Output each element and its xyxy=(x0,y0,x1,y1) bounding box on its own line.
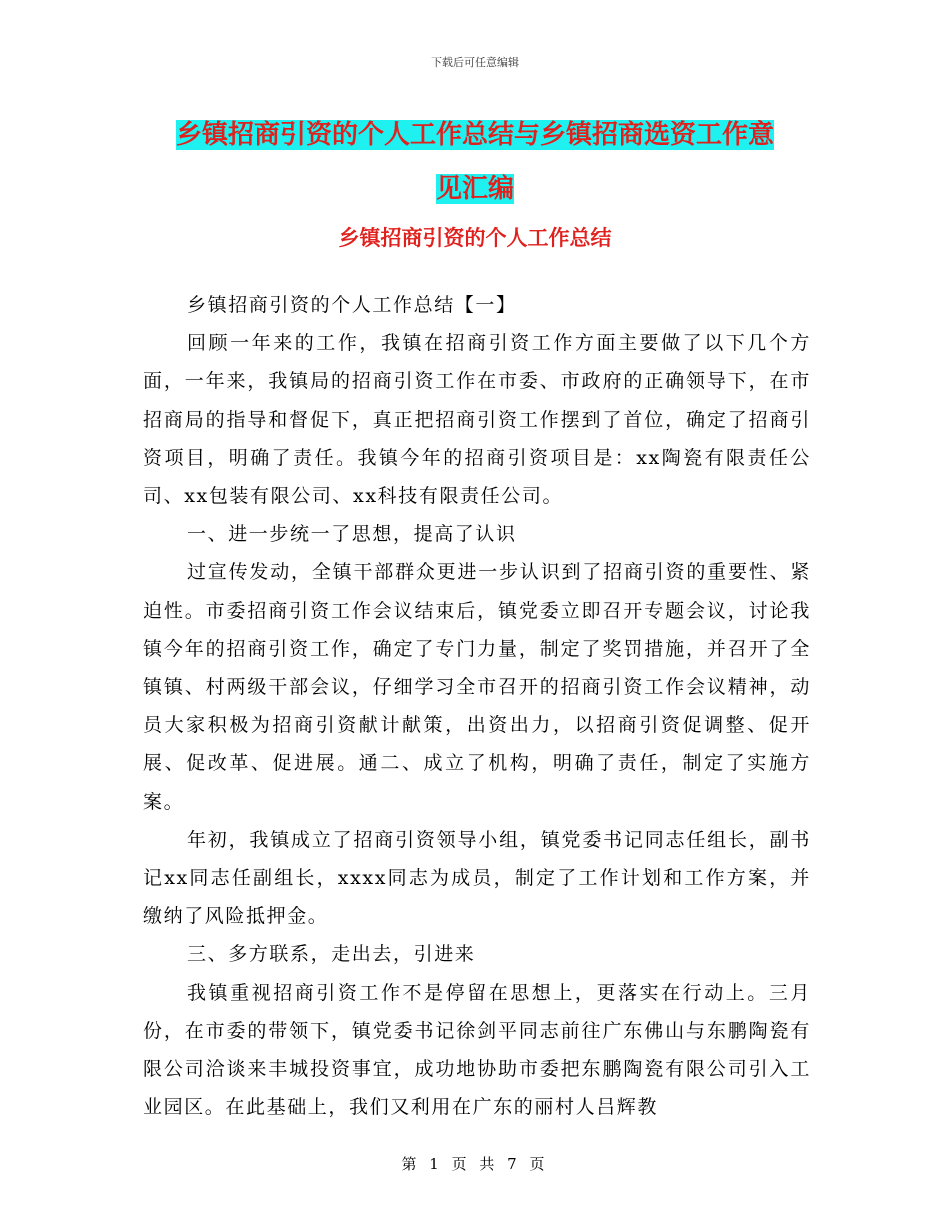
paragraph: 年初，我镇成立了招商引资领导小组，镇党委书记同志任组长，副书记xx同志任副组长，xxxx同志为成员，制定了工作计划和工作方案，并缴纳了风险抵押金。 xyxy=(143,828,811,928)
document-title-line-1: 乡镇招商引资的个人工作总结与乡镇招商选资工作意 xyxy=(175,120,774,150)
document-body xyxy=(143,286,811,1126)
page-footer: 第 1 页 共 7 页 xyxy=(401,1155,549,1173)
paragraph: 过宣传发动，全镇干部群众更进一步认识到了招商引资的重要性、紧迫性。市委招商引资工作会议结束后，镇党委立即召开专题会议，讨论我镇今年的招商引资工作，确定了专门力量，制定了奖罚措施，并召开了全镇镇、村两级干部会议，仔细学习全市召开的招商引资工作会议精神，动员大家积极为招商引资献计献策，出资出力，以招商引资促调整、促开展、促改革、促进展。通二、成立了机构，明确了责任，制定了实施方案。 xyxy=(143,561,811,813)
paragraph: 回顾一年来的工作，我镇在招商引资工作方面主要做了以下几个方面，一年来，我镇局的招商引资工作在市委、市政府的正确领导下，在市招商局的指导和督促下，真正把招商引资工作摆到了首位，确定了招商引资项目，明确了责任。我镇今年的招商引资项目是：xx陶瓷有限责任公司、xx包装有限公司、xx科技有限责任公司。 xyxy=(143,332,811,508)
paragraph-subtitle: 乡镇招商引资的个人工作总结【一】 xyxy=(187,294,517,316)
document-title-line-2: 见汇编 xyxy=(435,174,514,204)
paragraph-heading: 一、进一步统一了思想，提高了认识 xyxy=(187,523,517,546)
document-title xyxy=(160,108,790,216)
paragraph: 我镇重视招商引资工作不是停留在思想上，更落实在行动上。三月份，在市委的带领下，镇党委书记徐剑平同志前往广东佛山与东鹏陶瓷有限公司洽谈来丰城投资事宜，成功地协助市委把东鹏陶瓷有限公司引入工业园区。在此基础上，我们又利用在广东的丽村人吕辉教 xyxy=(143,981,811,1119)
paragraph-heading: 三、多方联系，走出去，引进来 xyxy=(187,943,476,966)
section-title: 乡镇招商引资的个人工作总结 xyxy=(338,226,612,250)
header-note: 下载后可任意编辑 xyxy=(431,56,519,69)
